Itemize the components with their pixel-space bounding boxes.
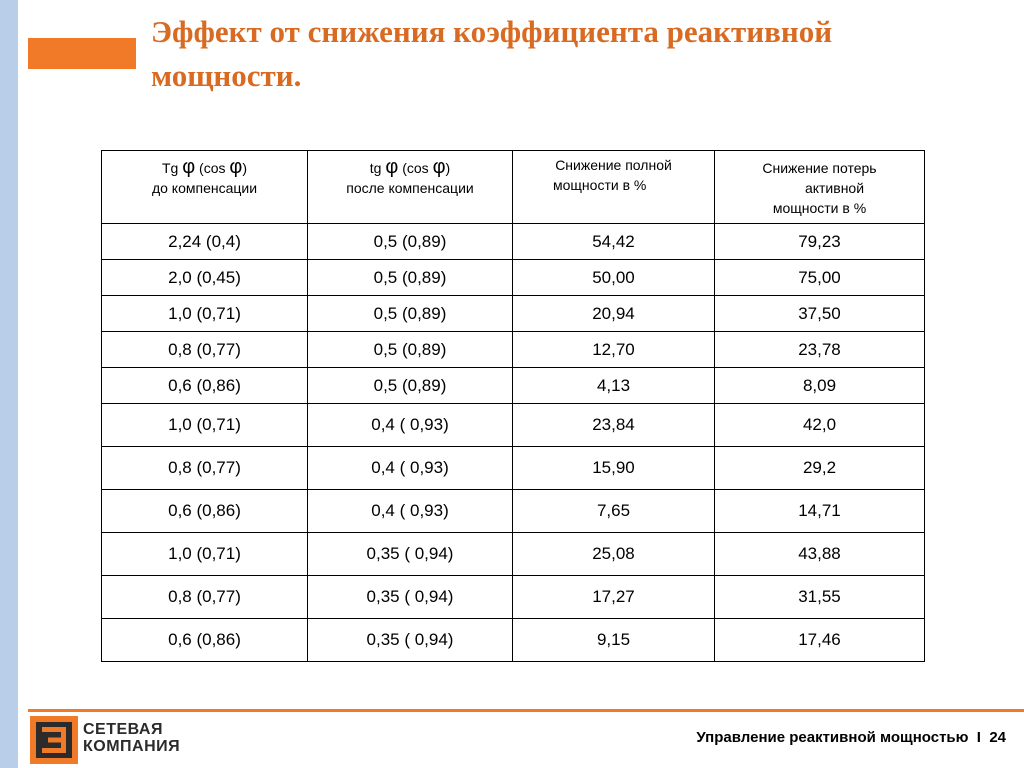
table-cell: 0,35 ( 0,94) (308, 576, 513, 619)
logo-bar-side (61, 727, 66, 753)
header-active-loss-reduction: Снижение потерь активной мощности в % (715, 151, 925, 224)
left-decorative-band (0, 0, 18, 768)
table-cell: 0,6 (0,86) (102, 490, 308, 533)
table-row (102, 576, 925, 619)
phi-symbol: φ (182, 156, 196, 178)
header-tg-after: tg φ (cos φ) после компенсации (308, 151, 513, 224)
table-row (102, 619, 925, 662)
table-cell: 54,42 (513, 224, 715, 260)
table-cell: 1,0 (0,71) (102, 404, 308, 447)
table-cell: 23,78 (715, 332, 925, 368)
table-cell: 2,0 (0,45) (102, 260, 308, 296)
table-header-row (102, 151, 925, 224)
table-cell: 15,90 (513, 447, 715, 490)
table-cell: 17,27 (513, 576, 715, 619)
page-number: 24 (989, 729, 1006, 746)
table-cell: 0,8 (0,77) (102, 447, 308, 490)
table-cell: 0,5 (0,89) (308, 332, 513, 368)
data-table (101, 150, 925, 662)
table-row (102, 368, 925, 404)
table-row (102, 332, 925, 368)
footer-caption (696, 729, 1006, 746)
company-name: СЕТЕВАЯ КОМПАНИЯ (83, 721, 181, 755)
footer-separator: I (976, 729, 981, 746)
table-cell: 0,6 (0,86) (102, 368, 308, 404)
table-cell: 9,15 (513, 619, 715, 662)
phi-symbol: φ (432, 156, 446, 178)
table-cell: 7,65 (513, 490, 715, 533)
table-cell: 14,71 (715, 490, 925, 533)
table-row (102, 447, 925, 490)
table-cell: 42,0 (715, 404, 925, 447)
table-cell: 0,8 (0,77) (102, 332, 308, 368)
phi-symbol: φ (229, 156, 243, 178)
table-cell: 17,46 (715, 619, 925, 662)
footer-topic: Управление реактивной мощностью (696, 729, 969, 746)
table-cell: 1,0 (0,71) (102, 533, 308, 576)
table-cell: 12,70 (513, 332, 715, 368)
table-cell: 43,88 (715, 533, 925, 576)
table-cell: 8,09 (715, 368, 925, 404)
slide-title: Эффект от снижения коэффициента реактивной мощности. (151, 14, 833, 93)
table-cell: 0,8 (0,77) (102, 576, 308, 619)
table-cell: 23,84 (513, 404, 715, 447)
table-cell: 29,2 (715, 447, 925, 490)
table-row (102, 224, 925, 260)
table-cell: 0,35 ( 0,94) (308, 619, 513, 662)
header-apparent-power-reduction: Снижение полной мощности в % (513, 151, 715, 224)
table-row (102, 490, 925, 533)
table-row (102, 533, 925, 576)
table-cell: 25,08 (513, 533, 715, 576)
table-cell: 0,5 (0,89) (308, 296, 513, 332)
table-cell: 75,00 (715, 260, 925, 296)
table-cell: 50,00 (513, 260, 715, 296)
table-cell: 0,35 ( 0,94) (308, 533, 513, 576)
table-row (102, 260, 925, 296)
table-cell: 0,4 ( 0,93) (308, 490, 513, 533)
table-cell: 2,24 (0,4) (102, 224, 308, 260)
table-cell: 1,0 (0,71) (102, 296, 308, 332)
table-cell: 0,4 ( 0,93) (308, 447, 513, 490)
phi-symbol: φ (385, 156, 399, 178)
footer-divider (28, 709, 1024, 712)
table-row (102, 296, 925, 332)
title-accent-bar (28, 38, 136, 69)
table-cell: 37,50 (715, 296, 925, 332)
table-cell: 0,4 ( 0,93) (308, 404, 513, 447)
table-cell: 31,55 (715, 576, 925, 619)
table-cell: 0,5 (0,89) (308, 368, 513, 404)
table-cell: 20,94 (513, 296, 715, 332)
table-cell: 0,5 (0,89) (308, 260, 513, 296)
table-body (102, 224, 925, 662)
table-cell: 0,6 (0,86) (102, 619, 308, 662)
table-row (102, 404, 925, 447)
table-cell: 4,13 (513, 368, 715, 404)
table-cell: 0,5 (0,89) (308, 224, 513, 260)
header-tg-before: Tg φ (cos φ) до компенсации (102, 151, 308, 224)
table-cell: 79,23 (715, 224, 925, 260)
